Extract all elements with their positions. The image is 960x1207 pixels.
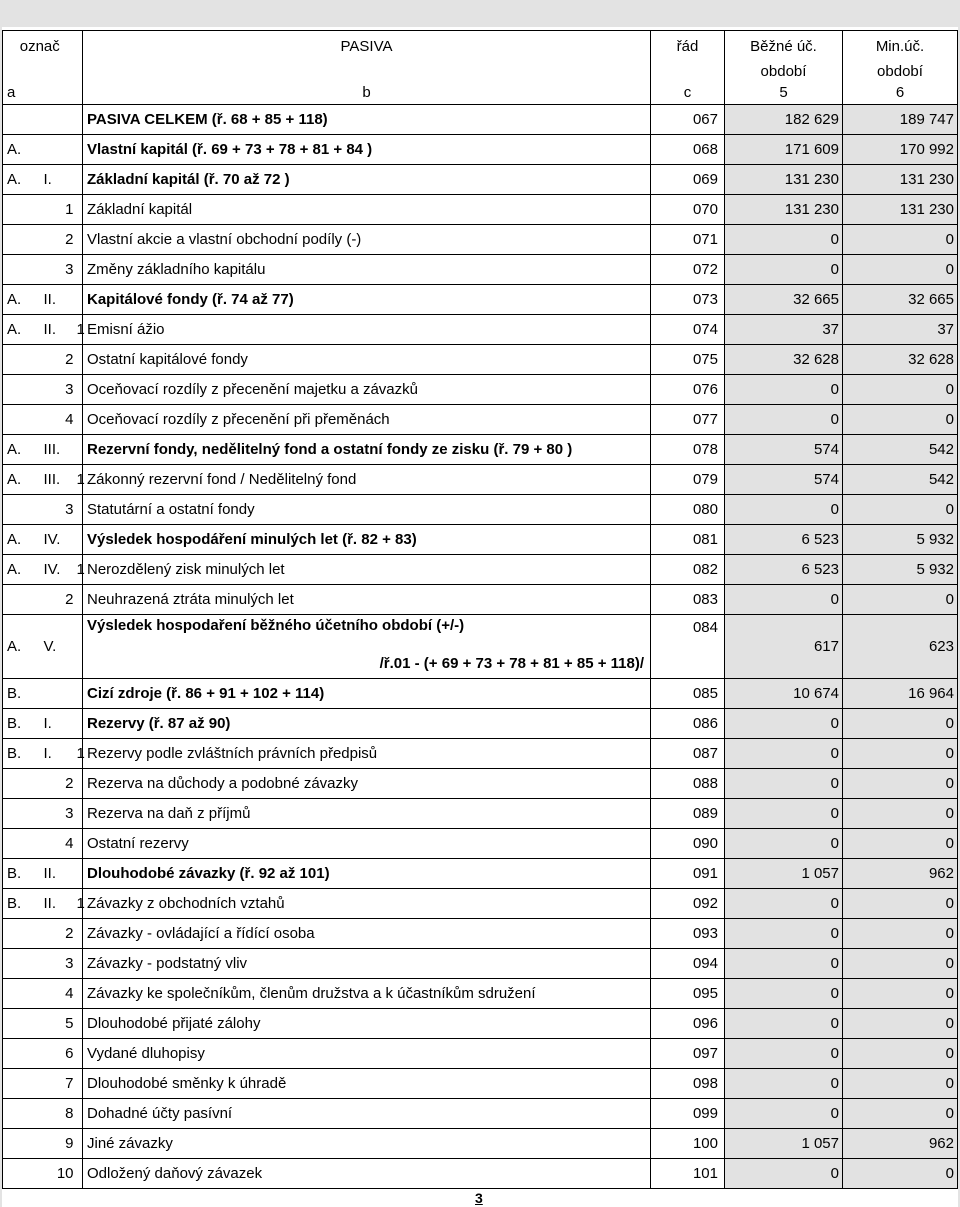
row-name: Výsledek hospodáření minulých let (ř. 82 + 83) (83, 525, 651, 555)
row-value-min: 0 (843, 405, 958, 435)
row-oznac-section: B. (3, 739, 40, 769)
row-value-min: 0 (843, 709, 958, 739)
row-value-bezne: 0 (725, 829, 843, 859)
table-row (3, 255, 958, 285)
row-value-min: 32 665 (843, 285, 958, 315)
row-oznac-item: 2 (40, 919, 77, 949)
header-pasiva: PASIVA (83, 31, 651, 63)
row-oznac-group: III. (40, 465, 77, 495)
row-value-bezne: 6 523 (725, 525, 843, 555)
row-name: Oceňovací rozdíly z přecenění majetku a závazků (83, 375, 651, 405)
table-row (3, 1159, 958, 1189)
row-value-bezne: 0 (725, 1039, 843, 1069)
row-value-bezne: 0 (725, 949, 843, 979)
row-rad: 096 (651, 1009, 725, 1039)
row-oznac-item: 9 (40, 1129, 77, 1159)
table-row (3, 1009, 958, 1039)
page-number: 3 (475, 1190, 483, 1206)
row-oznac-group: III. (40, 435, 77, 465)
row-oznac-section: A. (3, 435, 40, 465)
table-row (3, 709, 958, 739)
row-oznac-item: 3 (40, 255, 77, 285)
row-value-min: 131 230 (843, 195, 958, 225)
row-value-min: 16 964 (843, 679, 958, 709)
table-row (3, 1039, 958, 1069)
row-oznac-section (3, 1069, 40, 1099)
row-oznac-section: B. (3, 709, 40, 739)
table-row (3, 225, 958, 255)
table-row (3, 615, 958, 679)
row-name: Změny základního kapitálu (83, 255, 651, 285)
row-oznac-number: 1 (77, 465, 83, 495)
row-value-bezne: 0 (725, 709, 843, 739)
row-oznac-number: 1 (77, 315, 83, 345)
table-row (3, 919, 958, 949)
header-bezne: Běžné úč. (725, 31, 843, 63)
row-value-min: 962 (843, 859, 958, 889)
row-name: Vydané dluhopisy (83, 1039, 651, 1069)
row-value-min: 0 (843, 585, 958, 615)
row-oznac-section: A. (3, 465, 40, 495)
row-value-bezne: 0 (725, 769, 843, 799)
row-oznac-group (40, 135, 77, 165)
row-value-min: 962 (843, 1129, 958, 1159)
row-value-bezne: 0 (725, 919, 843, 949)
row-name: Rezervní fondy, nedělitelný fond a ostatní fondy ze zisku (ř. 79 + 80 ) (83, 435, 651, 465)
row-rad: 090 (651, 829, 725, 859)
table-row (3, 135, 958, 165)
row-value-bezne: 0 (725, 495, 843, 525)
row-name: Dlouhodobé závazky (ř. 92 až 101) (83, 859, 651, 889)
table-row (3, 1129, 958, 1159)
row-name: Kapitálové fondy (ř. 74 až 77) (83, 285, 651, 315)
table-row (3, 799, 958, 829)
row-oznac-section (3, 799, 40, 829)
table-row (3, 345, 958, 375)
row-rad: 077 (651, 405, 725, 435)
row-value-bezne: 0 (725, 405, 843, 435)
row-value-bezne: 32 628 (725, 345, 843, 375)
row-name: Ostatní kapitálové fondy (83, 345, 651, 375)
row-oznac-item: 2 (40, 585, 77, 615)
row-oznac-item: 3 (40, 495, 77, 525)
table-row (3, 1069, 958, 1099)
row-rad: 073 (651, 285, 725, 315)
row-value-bezne: 1 057 (725, 859, 843, 889)
table-row (3, 525, 958, 555)
row-name: Závazky - podstatný vliv (83, 949, 651, 979)
row-oznac-item: 1 (40, 195, 77, 225)
header-sub-a: a (3, 81, 77, 105)
header-sub-5: 5 (725, 81, 843, 105)
row-value-min: 0 (843, 1039, 958, 1069)
header-rad: řád (651, 31, 725, 63)
header-oznac: označ (3, 31, 77, 63)
row-value-min: 542 (843, 465, 958, 495)
table-row (3, 679, 958, 709)
row-value-min: 0 (843, 1069, 958, 1099)
row-value-min: 0 (843, 1099, 958, 1129)
row-value-min: 131 230 (843, 165, 958, 195)
row-rad: 086 (651, 709, 725, 739)
row-name: Zákonný rezervní fond / Nedělitelný fond (83, 465, 651, 495)
row-oznac-section (3, 225, 40, 255)
row-oznac-item: 10 (40, 1159, 77, 1189)
row-name: Vlastní akcie a vlastní obchodní podíly (-) (83, 225, 651, 255)
row-rad: 100 (651, 1129, 725, 1159)
row-oznac-group (40, 105, 77, 135)
row-rad: 067 (651, 105, 725, 135)
table-row (3, 829, 958, 859)
row-oznac-section: B. (3, 889, 40, 919)
row-value-min: 0 (843, 1009, 958, 1039)
row-rad: 078 (651, 435, 725, 465)
row-rad: 091 (651, 859, 725, 889)
row-value-bezne: 0 (725, 979, 843, 1009)
row-oznac-section: A. (3, 315, 40, 345)
row-value-min: 0 (843, 255, 958, 285)
row-oznac-section (3, 1009, 40, 1039)
row-rad: 079 (651, 465, 725, 495)
row-value-bezne: 0 (725, 255, 843, 285)
row-rad: 071 (651, 225, 725, 255)
row-oznac-section: A. (3, 525, 40, 555)
row-value-min: 542 (843, 435, 958, 465)
row-oznac-group (40, 679, 77, 709)
row-rad: 101 (651, 1159, 725, 1189)
row-name: Rezervy podle zvláštních právních předpisů (83, 739, 651, 769)
row-value-bezne: 0 (725, 1069, 843, 1099)
row-value-min: 5 932 (843, 525, 958, 555)
row-value-bezne: 32 665 (725, 285, 843, 315)
row-oznac-section (3, 1129, 40, 1159)
row-value-bezne: 0 (725, 739, 843, 769)
row-rad: 098 (651, 1069, 725, 1099)
table-row (3, 739, 958, 769)
row-oznac-section (3, 585, 40, 615)
row-rad: 081 (651, 525, 725, 555)
row-oznac-section (3, 949, 40, 979)
row-oznac-number: 1 (77, 739, 83, 769)
row-rad: 075 (651, 345, 725, 375)
row-value-min: 0 (843, 919, 958, 949)
row-oznac-section (3, 405, 40, 435)
row-value-min: 0 (843, 225, 958, 255)
row-value-bezne: 0 (725, 375, 843, 405)
row-name: Ostatní rezervy (83, 829, 651, 859)
row-name: Emisní ážio (83, 315, 651, 345)
row-rad: 093 (651, 919, 725, 949)
row-oznac-group: I. (40, 165, 77, 195)
balance-sheet-page (2, 27, 958, 1207)
header-min-obdobi: období (843, 62, 958, 81)
row-rad: 083 (651, 585, 725, 615)
row-oznac-section (3, 1099, 40, 1129)
row-rad: 097 (651, 1039, 725, 1069)
row-oznac-section: B. (3, 679, 40, 709)
row-rad: 082 (651, 555, 725, 585)
row-oznac-item: 7 (40, 1069, 77, 1099)
row-oznac-group: II. (40, 889, 77, 919)
row-name: Závazky z obchodních vztahů (83, 889, 651, 919)
row-oznac-group: II. (40, 859, 77, 889)
row-value-min: 189 747 (843, 105, 958, 135)
row-oznac-section (3, 979, 40, 1009)
row-oznac-item: 2 (40, 769, 77, 799)
row-value-min: 0 (843, 889, 958, 919)
pasiva-table (2, 30, 958, 1189)
table-row (3, 585, 958, 615)
table-row (3, 105, 958, 135)
row-rad: 080 (651, 495, 725, 525)
row-oznac-section (3, 195, 40, 225)
row-rad: 095 (651, 979, 725, 1009)
row-oznac-item: 4 (40, 829, 77, 859)
row-name: Neuhrazená ztráta minulých let (83, 585, 651, 615)
row-value-bezne: 0 (725, 1159, 843, 1189)
table-row (3, 375, 958, 405)
table-row (3, 285, 958, 315)
row-value-bezne: 0 (725, 1099, 843, 1129)
row-oznac-group: II. (40, 285, 77, 315)
row-oznac-section (3, 345, 40, 375)
row-name: Cizí zdroje (ř. 86 + 91 + 102 + 114) (83, 679, 651, 709)
row-value-min: 32 628 (843, 345, 958, 375)
table-row (3, 555, 958, 585)
row-rad: 074 (651, 315, 725, 345)
row-oznac-item: 3 (40, 375, 77, 405)
row-name: Závazky - ovládající a řídící osoba (83, 919, 651, 949)
row-oznac-group: I. (40, 709, 77, 739)
row-rad: 076 (651, 375, 725, 405)
row-oznac-section: A. (3, 615, 40, 679)
header-bezne-obdobi: období (725, 62, 843, 81)
header-min: Min.úč. (843, 31, 958, 63)
row-oznac-section: A. (3, 165, 40, 195)
row-name: Základní kapitál (83, 195, 651, 225)
row-oznac-section (3, 375, 40, 405)
row-rad: 092 (651, 889, 725, 919)
row-value-min: 623 (843, 615, 958, 679)
table-row (3, 979, 958, 1009)
row-oznac-number: 1 (77, 555, 83, 585)
row-value-min: 0 (843, 799, 958, 829)
row-oznac-section (3, 105, 40, 135)
row-oznac-item: 3 (40, 949, 77, 979)
row-value-min: 0 (843, 949, 958, 979)
row-value-min: 170 992 (843, 135, 958, 165)
row-rad: 072 (651, 255, 725, 285)
row-name: Rezerva na důchody a podobné závazky (83, 769, 651, 799)
row-oznac-group: I. (40, 739, 77, 769)
row-value-bezne: 574 (725, 435, 843, 465)
row-value-min: 0 (843, 495, 958, 525)
table-row (3, 949, 958, 979)
row-rad: 088 (651, 769, 725, 799)
row-value-min: 0 (843, 739, 958, 769)
row-name-line2: /ř.01 - (+ 69 + 73 + 78 + 81 + 85 + 118)/ (379, 655, 644, 672)
row-rad: 069 (651, 165, 725, 195)
table-row (3, 165, 958, 195)
row-value-min: 0 (843, 1159, 958, 1189)
row-name: Oceňovací rozdíly z přecenění při přeměnách (83, 405, 651, 435)
row-value-bezne: 0 (725, 1009, 843, 1039)
row-value-min: 5 932 (843, 555, 958, 585)
row-oznac-number: 1 (77, 889, 83, 919)
row-oznac-section: A. (3, 135, 40, 165)
row-name: Vlastní kapitál (ř. 69 + 73 + 78 + 81 + 84 ) (83, 135, 651, 165)
row-value-bezne: 1 057 (725, 1129, 843, 1159)
row-value-min: 37 (843, 315, 958, 345)
table-row (3, 315, 958, 345)
row-rad: 068 (651, 135, 725, 165)
row-value-min: 0 (843, 829, 958, 859)
row-oznac-item: 6 (40, 1039, 77, 1069)
row-rad: 099 (651, 1099, 725, 1129)
row-name-line1: Výsledek hospodaření běžného účetního období (+/-) (87, 617, 465, 634)
row-oznac-section: B. (3, 859, 40, 889)
table-row (3, 1099, 958, 1129)
table-row (3, 889, 958, 919)
row-oznac-item: 4 (40, 979, 77, 1009)
header-sub-6: 6 (843, 81, 958, 105)
row-name: Rezerva na daň z příjmů (83, 799, 651, 829)
row-rad: 085 (651, 679, 725, 709)
row-value-min: 0 (843, 979, 958, 1009)
row-value-bezne: 0 (725, 225, 843, 255)
row-value-bezne: 0 (725, 585, 843, 615)
header-sub-c: c (651, 81, 725, 105)
row-oznac-section (3, 255, 40, 285)
row-name: Odložený daňový závazek (83, 1159, 651, 1189)
row-oznac-group: IV. (40, 555, 77, 585)
row-oznac-group: V. (40, 615, 77, 679)
row-name: Závazky ke společníkům, členům družstva a k účastníkům sdružení (83, 979, 651, 1009)
row-oznac-group: II. (40, 315, 77, 345)
table-row (3, 495, 958, 525)
row-value-bezne: 131 230 (725, 195, 843, 225)
row-oznac-item: 5 (40, 1009, 77, 1039)
table-row (3, 465, 958, 495)
row-oznac-group: IV. (40, 525, 77, 555)
row-rad: 094 (651, 949, 725, 979)
row-oznac-section: A. (3, 555, 40, 585)
row-oznac-section (3, 1159, 40, 1189)
row-value-bezne: 0 (725, 889, 843, 919)
row-name: Statutární a ostatní fondy (83, 495, 651, 525)
row-value-bezne: 617 (725, 615, 843, 679)
row-oznac-item: 4 (40, 405, 77, 435)
table-row (3, 405, 958, 435)
row-value-bezne: 131 230 (725, 165, 843, 195)
row-name: Dlouhodobé přijaté zálohy (83, 1009, 651, 1039)
table-row (3, 195, 958, 225)
row-rad: 087 (651, 739, 725, 769)
row-oznac-section (3, 919, 40, 949)
row-oznac-section (3, 769, 40, 799)
header-sub-b: b (83, 81, 651, 105)
row-name: PASIVA CELKEM (ř. 68 + 85 + 118) (83, 105, 651, 135)
row-name: Nerozdělený zisk minulých let (83, 555, 651, 585)
row-value-bezne: 6 523 (725, 555, 843, 585)
row-value-bezne: 574 (725, 465, 843, 495)
row-value-bezne: 0 (725, 799, 843, 829)
row-value-min: 0 (843, 375, 958, 405)
row-name: Jiné závazky (83, 1129, 651, 1159)
row-oznac-section (3, 495, 40, 525)
row-name: Rezervy (ř. 87 až 90) (83, 709, 651, 739)
row-value-bezne: 171 609 (725, 135, 843, 165)
row-oznac-item: 2 (40, 225, 77, 255)
row-oznac-item: 8 (40, 1099, 77, 1129)
row-name (83, 615, 651, 679)
row-oznac-section (3, 829, 40, 859)
row-oznac-section: A. (3, 285, 40, 315)
row-value-bezne: 10 674 (725, 679, 843, 709)
row-rad: 084 (651, 615, 725, 679)
table-row (3, 769, 958, 799)
row-value-min: 0 (843, 769, 958, 799)
row-name: Dohadné účty pasívní (83, 1099, 651, 1129)
row-oznac-item: 3 (40, 799, 77, 829)
row-oznac-item: 2 (40, 345, 77, 375)
row-oznac-section (3, 1039, 40, 1069)
row-value-bezne: 182 629 (725, 105, 843, 135)
table-row (3, 435, 958, 465)
table-row (3, 859, 958, 889)
row-name: Základní kapitál (ř. 70 až 72 ) (83, 165, 651, 195)
row-rad: 089 (651, 799, 725, 829)
row-name: Dlouhodobé směnky k úhradě (83, 1069, 651, 1099)
row-rad: 070 (651, 195, 725, 225)
row-value-bezne: 37 (725, 315, 843, 345)
